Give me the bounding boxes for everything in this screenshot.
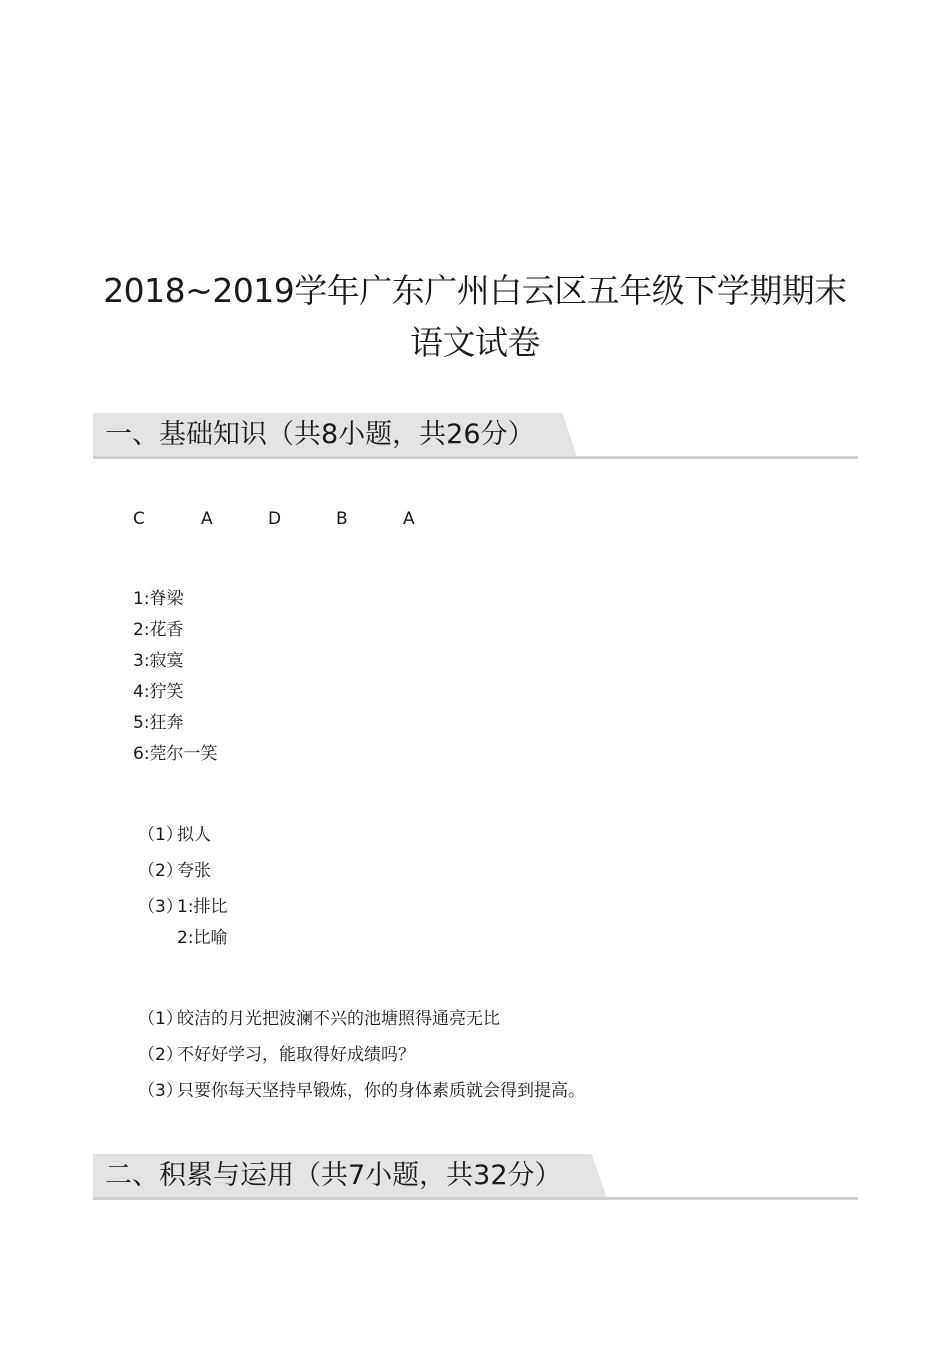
rhetoric-answer-list [138,822,228,951]
list-item [138,822,228,858]
item-text: 只要你每天坚持早锻炼，你的身体素质就会得到提高。 [177,1081,585,1101]
list-item: 4:狞笑 [133,682,184,702]
item-number: （1） [138,1009,183,1029]
section-header-basic-knowledge [93,413,858,459]
list-item [138,1078,585,1114]
item-text: 1:排比 [177,897,228,917]
choice-answer: A [403,509,415,529]
item-text: 皎洁的月光把波澜不兴的池塘照得通亮无比 [177,1009,500,1029]
choice-answer: B [336,509,348,529]
section-title: 一、基础知识（共8小题，共26分） [105,419,535,450]
item-number: （3） [138,897,183,917]
page-title-line-1: 2018~2019学年广东广州白云区五年级下学期期末 [103,271,847,310]
item-subtext: 2:比喻 [177,928,228,948]
list-item: 3:寂寞 [133,651,184,671]
section-title: 二、积累与运用（共7小题，共32分） [105,1160,562,1191]
list-item [138,858,228,894]
item-text: 拟人 [177,825,211,845]
list-item [138,1006,585,1042]
item-text: 不好好学习，能取得好成绩吗？ [177,1045,415,1065]
list-item: 2:花香 [133,620,184,640]
choice-answer: C [133,509,145,529]
word-answer-list [133,586,218,772]
section-header-accumulation [93,1154,858,1200]
list-item [138,1042,585,1078]
item-text: 夸张 [177,861,211,881]
list-item: 6:莞尔一笑 [133,744,218,764]
choice-answer: A [201,509,213,529]
page-title-line-2: 语文试卷 [410,323,540,362]
list-item [138,894,228,925]
item-number: （2） [138,861,183,881]
item-number: （3） [138,1081,183,1101]
sentence-answer-list [138,1006,585,1114]
item-number: （2） [138,1045,183,1065]
choice-answer: D [268,509,282,529]
list-item: 1:脊梁 [133,589,184,609]
item-number: （1） [138,825,183,845]
list-item: 5:狂奔 [133,713,184,733]
